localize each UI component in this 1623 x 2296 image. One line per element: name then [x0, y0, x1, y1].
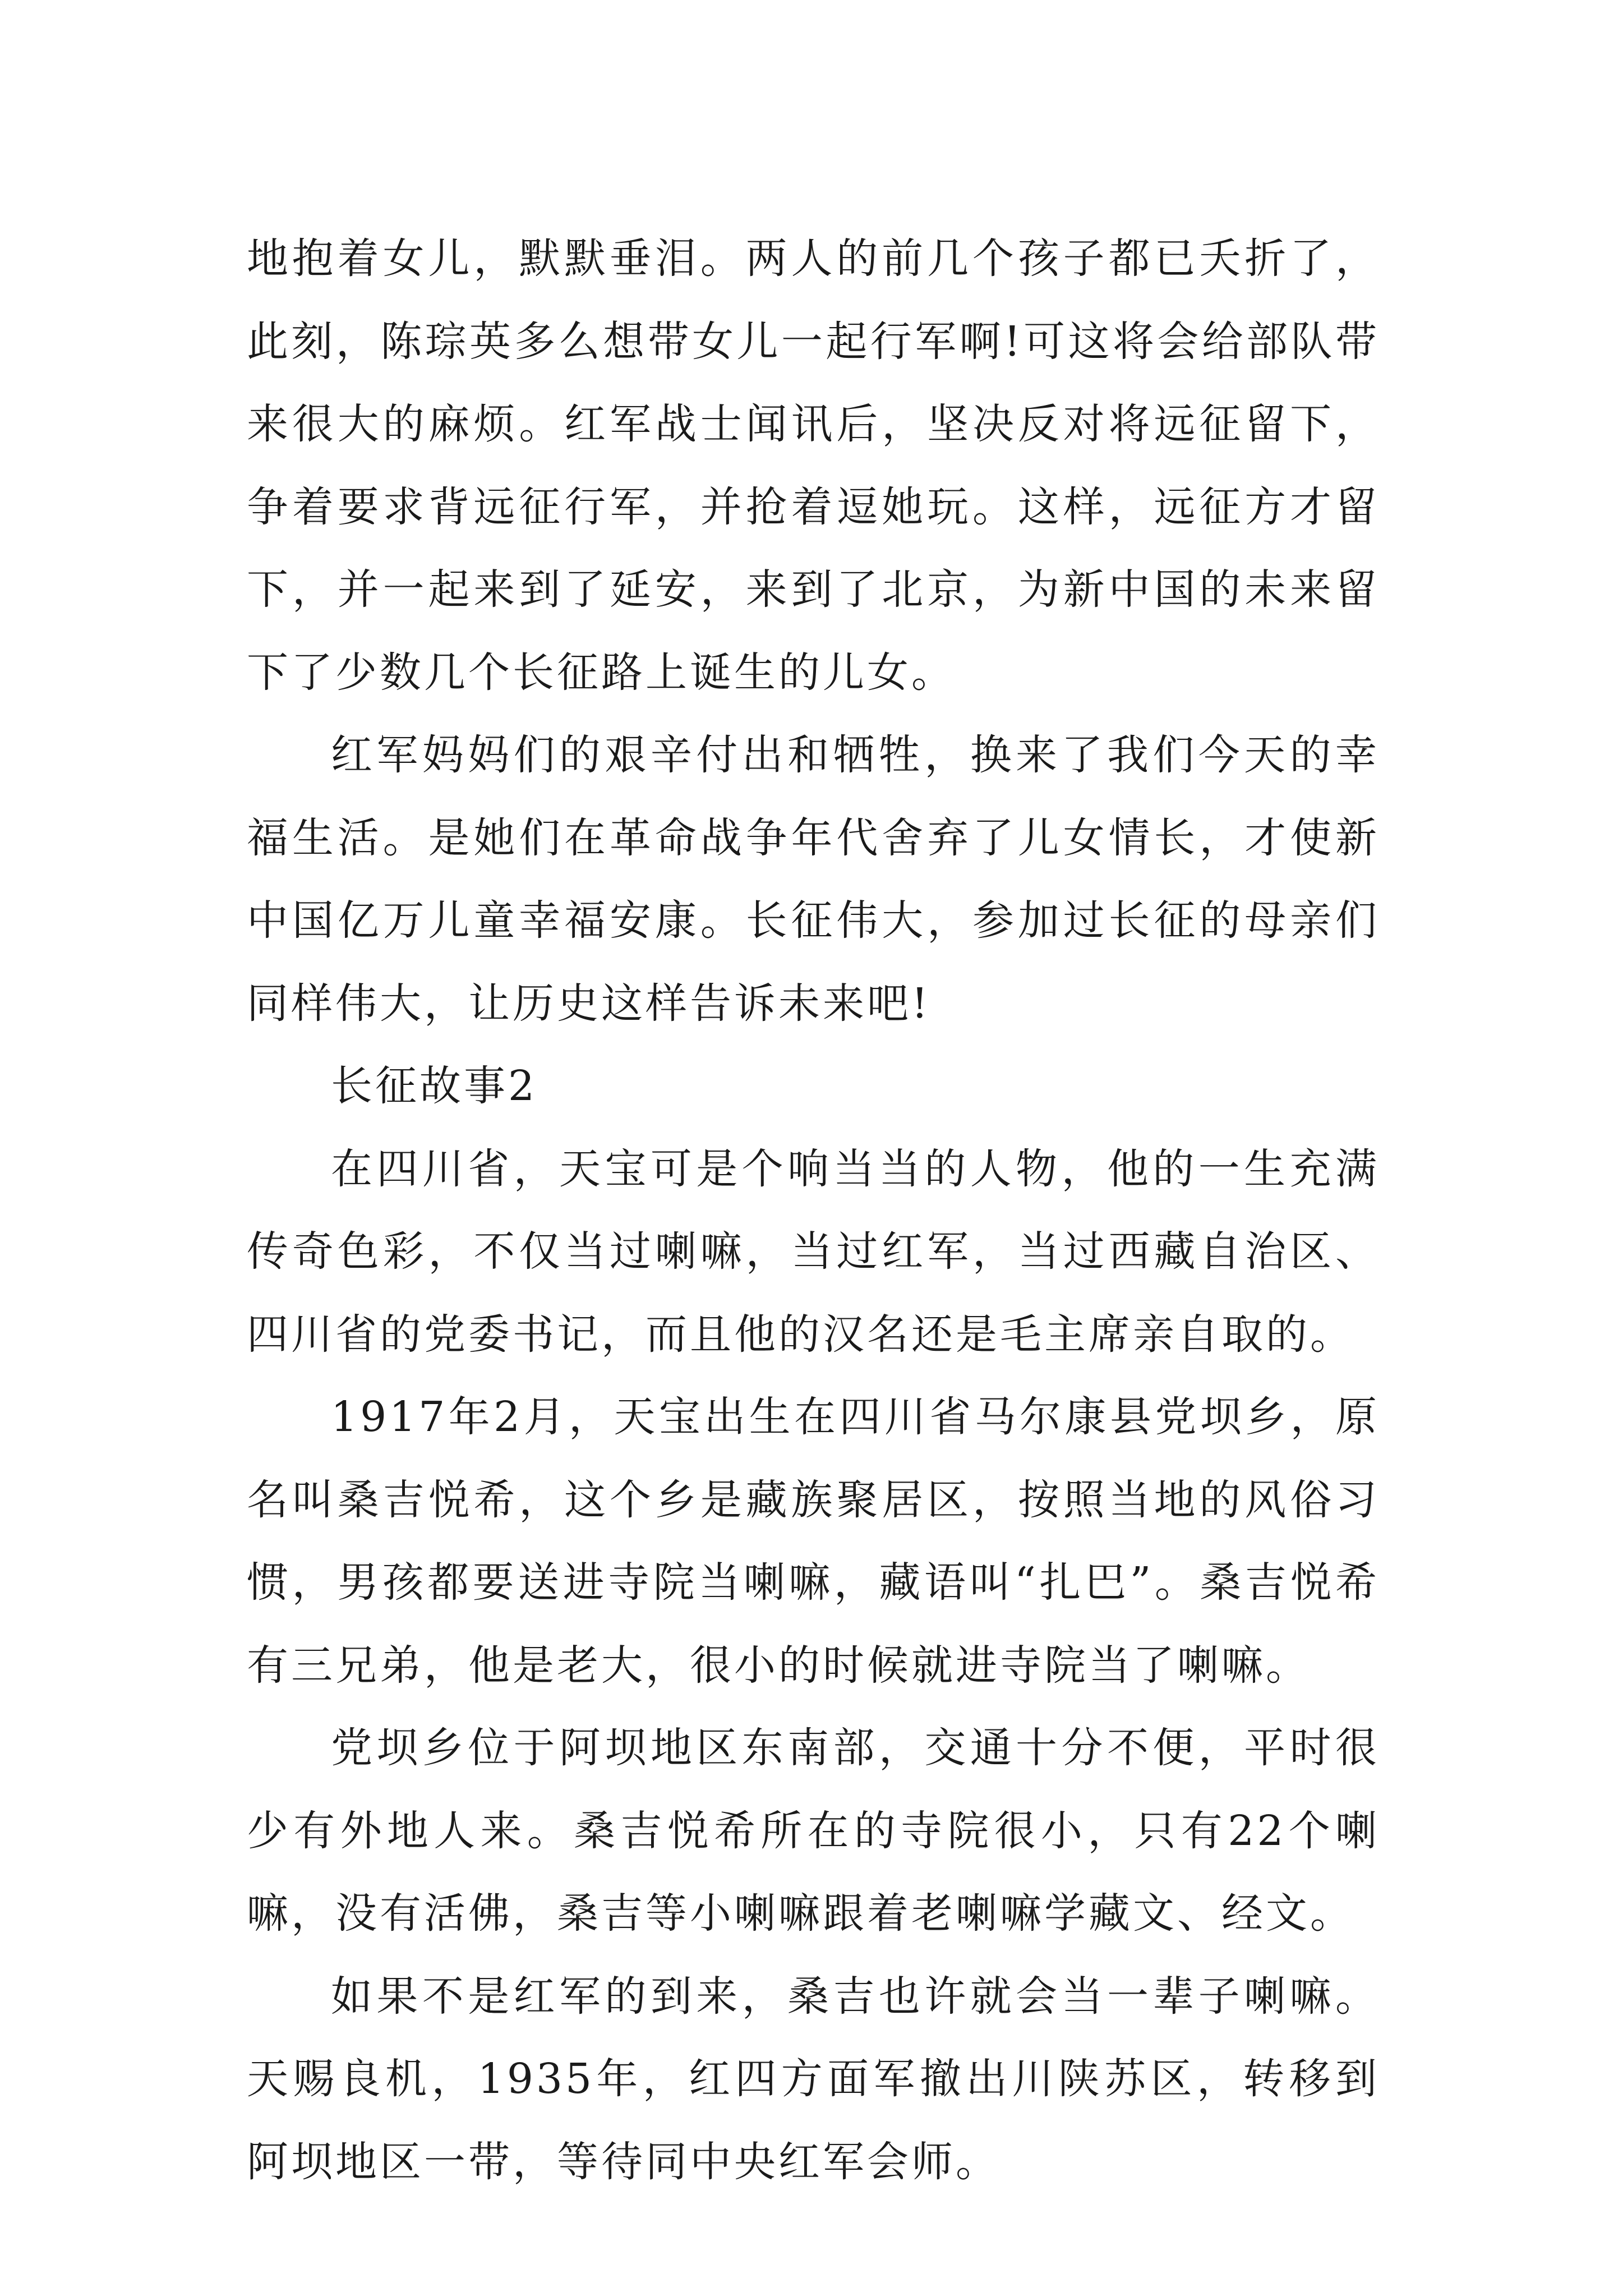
section-heading: 长征故事2	[331, 1062, 538, 1110]
body-text	[247, 218, 1380, 2203]
paragraph-continued: 地抱着女儿，默默垂泪。两人的前几个孩子都已夭折了，此刻，陈琮英多么想带女儿一起行军啊!可这将会给部队带来很大的麻烦。红军战士闻讯后，坚决反对将远征留下，争着要求背远征行军，并抢着逗她玩。这样，远征方才留下，并一起来到了延安，来到了北京，为新中国的未来留下了少数几个长征路上诞生的儿女。	[247, 234, 1380, 697]
paragraph: 红军妈妈们的艰辛付出和牺牲，换来了我们今天的幸福生活。是她们在革命战争年代舍弃了儿女情长，才使新中国亿万儿童幸福安康。长征伟大，参加过长征的母亲们同样伟大，让历史这样告诉未来吧!	[247, 731, 1380, 1028]
paragraph: 如果不是红军的到来，桑吉也许就会当一辈子喇嘛。天赐良机，1935年，红四方面军撤出川陕苏区，转移到阿坝地区一带，等待同中央红军会师。	[247, 1972, 1380, 2186]
paragraph: 1917年2月，天宝出生在四川省马尔康县党坝乡，原名叫桑吉悦希，这个乡是藏族聚居区，按照当地的风俗习惯，男孩都要送进寺院当喇嘛，藏语叫“扎巴”。桑吉悦希有三兄弟，他是老大，很小的时候就进寺院当了喇嘛。	[247, 1393, 1380, 1690]
paragraph: 在四川省，天宝可是个响当当的人物，他的一生充满传奇色彩，不仅当过喇嘛，当过红军，当过西藏自治区、四川省的党委书记，而且他的汉名还是毛主席亲自取的。	[247, 1144, 1380, 1359]
paragraph: 党坝乡位于阿坝地区东南部，交通十分不便，平时很少有外地人来。桑吉悦希所在的寺院很小，只有22个喇嘛，没有活佛，桑吉等小喇嘛跟着老喇嘛学藏文、经文。	[247, 1724, 1380, 1938]
